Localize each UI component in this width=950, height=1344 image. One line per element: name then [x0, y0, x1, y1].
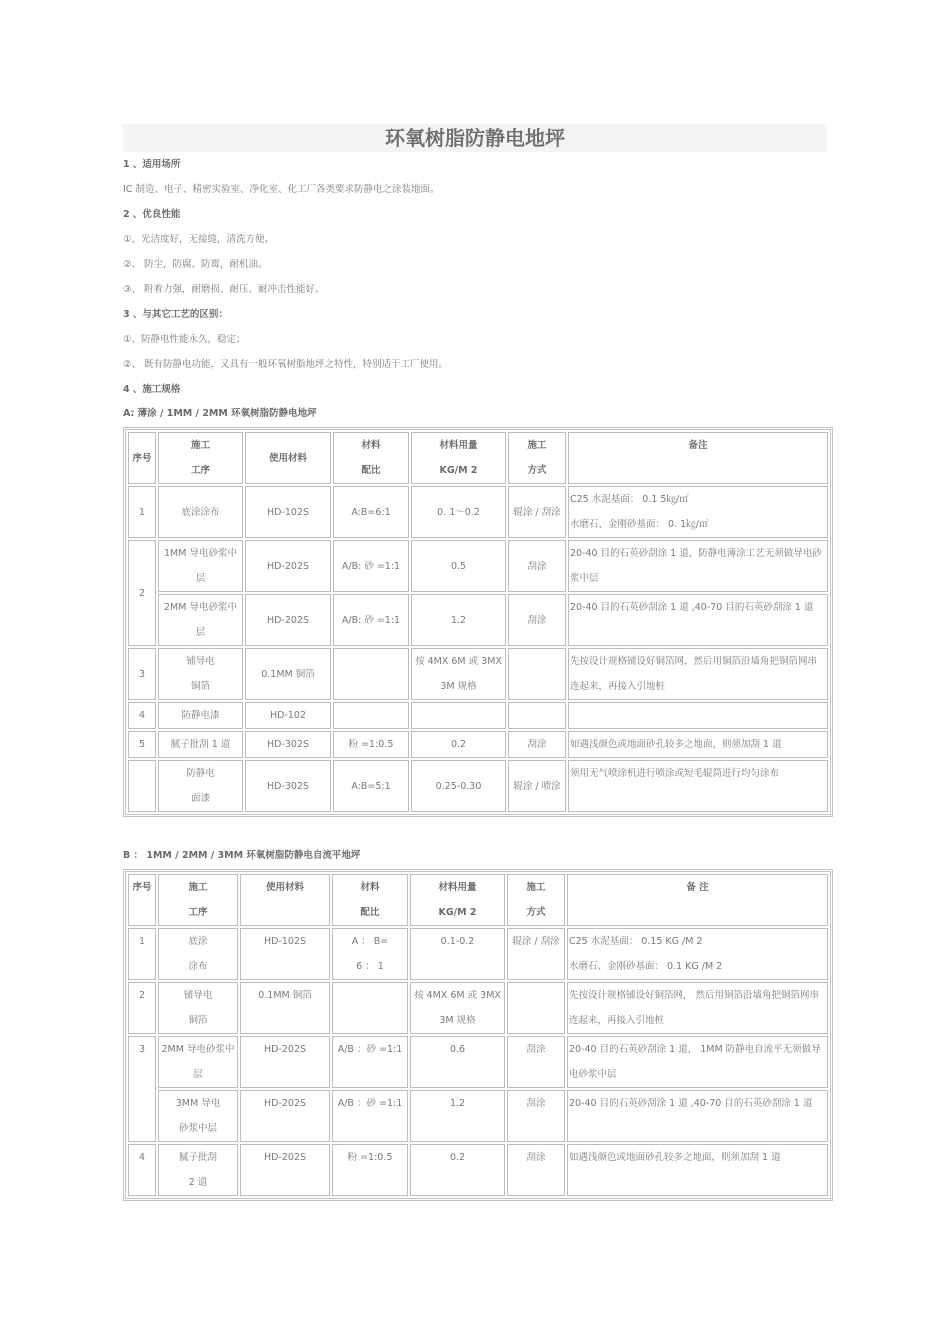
- section-1-heading: 1 、适用场所: [123, 159, 181, 170]
- table-cell: 2MM 导电砂浆中层: [158, 1036, 238, 1088]
- table-row: [128, 1036, 828, 1088]
- table-a: [123, 427, 833, 817]
- table-cell: 底涂 涂布: [158, 928, 238, 980]
- table-cell: [568, 702, 828, 729]
- table-cell: A:B=5:1: [333, 760, 409, 812]
- table-cell: 腻子批刮 1 道: [158, 731, 243, 758]
- table-cell: [411, 702, 506, 729]
- table-cell: 辊涂 / 喷涂: [508, 760, 566, 812]
- table-a-caption: A: 薄涂 / 1MM / 2MM 环氧树脂防静电地坪: [123, 408, 317, 419]
- table-cell: 底涂涂布: [158, 486, 243, 538]
- table-cell: [507, 982, 565, 1034]
- table-cell: 3: [128, 1036, 156, 1142]
- table-cell: HD-202S: [245, 594, 331, 646]
- table-a-header-cell: 序号: [128, 432, 156, 484]
- table-cell: HD-102: [245, 702, 331, 729]
- table-cell: 0.5: [411, 540, 506, 592]
- table-cell: 粉 =1:0.5: [333, 731, 409, 758]
- table-cell: 腻子批刮 2 道: [158, 1144, 238, 1196]
- table-cell: HD-102S: [240, 928, 330, 980]
- table-cell: 刮涂: [508, 540, 566, 592]
- section-4-heading: 4 、施工规格: [123, 384, 181, 395]
- table-row: [128, 486, 828, 538]
- table-cell: [508, 648, 566, 700]
- table-cell: 0.25-0.30: [411, 760, 506, 812]
- table-cell: 20-40 目的石英砂刮涂 1 道 ,40-70 目的石英砂刮涂 1 道: [567, 1090, 828, 1142]
- table-cell: A/B ：砂 =1:1: [332, 1036, 408, 1088]
- table-b-header-cell: 备 注: [567, 874, 828, 926]
- table-row: [128, 928, 828, 980]
- table-row: [128, 760, 828, 812]
- table-row: [128, 1090, 828, 1142]
- section-3-heading: 3 、与其它工艺的区别：: [123, 309, 228, 320]
- section-3-item-1: ①、防静电性能永久，稳定；: [123, 334, 246, 345]
- table-cell: 0.1-0.2: [410, 928, 505, 980]
- table-cell: 铺导电 铜箔: [158, 648, 243, 700]
- table-cell: 须用无气喷涂机进行喷涂或短毛辊筒进行均匀涂布: [568, 760, 828, 812]
- table-cell: 20-40 目的石英砂刮涂 1 道 ,40-70 目的石英砂刮涂 1 道: [568, 594, 828, 646]
- table-cell: 20-40 目的石英砂刮涂 1 道， 1MM 防静电自流平无须做导电砂浆中层: [567, 1036, 828, 1088]
- table-row: [128, 648, 828, 700]
- table-cell: 2MM 导电砂浆中层: [158, 594, 243, 646]
- section-3-item-2: ②、 既有防静电功能，又具有一般环氧树脂地坪之特性，特别适于工厂使用。: [123, 359, 449, 370]
- table-row: [128, 702, 828, 729]
- table-cell: [128, 760, 156, 812]
- table-cell: A/B: 砂 =1:1: [333, 540, 409, 592]
- table-cell: 2: [128, 540, 156, 646]
- table-cell: 0.1MM 铜箔: [245, 648, 331, 700]
- table-b-header-cell: 施工 工序: [158, 874, 238, 926]
- table-cell: 按 4MX 6M 或 3MX 3M 规格: [410, 982, 505, 1034]
- table-cell: 1: [128, 928, 156, 980]
- table-cell: A ： B= 6 ： 1: [332, 928, 408, 980]
- table-cell: 辊涂 / 刮涂: [508, 486, 566, 538]
- table-row: [128, 540, 828, 592]
- table-a-header-cell: 材料用量 KG/M 2: [411, 432, 506, 484]
- table-cell: 铺导电 铜箔: [158, 982, 238, 1034]
- table-cell: [333, 702, 409, 729]
- table-cell: 4: [128, 1144, 156, 1196]
- table-cell: 辊涂 / 刮涂: [507, 928, 565, 980]
- table-cell: 1: [128, 486, 156, 538]
- table-cell: 按 4MX 6M 或 3MX 3M 规格: [411, 648, 506, 700]
- section-2-item-3: ③、 附着力强，耐磨损、耐压、耐冲击性能好。: [123, 284, 325, 295]
- table-row: [128, 1144, 828, 1196]
- table-cell: [333, 648, 409, 700]
- table-cell: 0.1MM 铜箔: [240, 982, 330, 1034]
- table-cell: 1.2: [410, 1090, 505, 1142]
- table-a-header-cell: 材料 配比: [333, 432, 409, 484]
- table-cell: C25 水泥基面： 0.15 KG /M 2 水磨石、金刚砂基面： 0.1 KG /M 2: [567, 928, 828, 980]
- table-cell: 如遇浅颜色或地面砂孔较多之地面，则须加刮 1 道: [567, 1144, 828, 1196]
- section-1-text: IC 制造、电子、精密实验室、净化室、化工厂各类要求防静电之涂装地面。: [123, 184, 440, 195]
- table-cell: 先按设计规格铺设好铜箔网，然后用铜箔沿墙角把铜箔网串连起来，再接入引地桩: [568, 648, 828, 700]
- table-cell: 3: [128, 648, 156, 700]
- table-cell: HD-202S: [240, 1090, 330, 1142]
- table-cell: 0.2: [411, 731, 506, 758]
- table-cell: [508, 702, 566, 729]
- table-cell: 1.2: [411, 594, 506, 646]
- section-2-heading: 2 、优良性能: [123, 209, 181, 220]
- table-b-header-row: [128, 874, 828, 926]
- table-a-header-cell: 使用材料: [245, 432, 331, 484]
- table-a-header-cell: 备注: [568, 432, 828, 484]
- table-cell: 刮涂: [507, 1036, 565, 1088]
- table-b-caption: B ： 1MM / 2MM / 3MM 环氧树脂防静电自流平地坪: [123, 850, 361, 861]
- table-row: [128, 731, 828, 758]
- table-cell: 3MM 导电 砂浆中层: [158, 1090, 238, 1142]
- table-cell: A:B=6:1: [333, 486, 409, 538]
- table-a-header-cell: 施工 方式: [508, 432, 566, 484]
- table-cell: 刮涂: [508, 731, 566, 758]
- table-a-header-cell: 施工 工序: [158, 432, 243, 484]
- table-cell: HD-302S: [245, 731, 331, 758]
- table-cell: 1MM 导电砂浆中层: [158, 540, 243, 592]
- table-cell: A/B ：砂 =1:1: [332, 1090, 408, 1142]
- table-cell: 20-40 目的石英砂刮涂 1 道，防静电薄涂工艺无须做导电砂浆中层: [568, 540, 828, 592]
- table-b-header-cell: 施工 方式: [507, 874, 565, 926]
- table-cell: 如遇浅颜色或地面砂孔较多之地面，则须加刮 1 道: [568, 731, 828, 758]
- table-cell: 防静电漆: [158, 702, 243, 729]
- table-cell: A/B: 砂 =1:1: [333, 594, 409, 646]
- table-cell: 0.2: [410, 1144, 505, 1196]
- table-cell: HD-202S: [240, 1036, 330, 1088]
- table-cell: 刮涂: [507, 1090, 565, 1142]
- table-cell: 刮涂: [508, 594, 566, 646]
- table-cell: [332, 982, 408, 1034]
- table-cell: HD-102S: [245, 486, 331, 538]
- section-2-item-1: ①、光洁度好，无接缝，清洗方便。: [123, 234, 275, 245]
- table-cell: 粉 =1:0.5: [332, 1144, 408, 1196]
- table-cell: 4: [128, 702, 156, 729]
- table-b-header-cell: 材料 配比: [332, 874, 408, 926]
- table-cell: 防静电 面漆: [158, 760, 243, 812]
- table-a-header-row: [128, 432, 828, 484]
- table-cell: 先按设计规格铺设好铜箔网， 然后用铜箔沿墙角把铜箔网串连起来，再接入引地桩: [567, 982, 828, 1034]
- table-b: [123, 869, 833, 1201]
- table-cell: HD-202S: [245, 540, 331, 592]
- table-cell: HD-302S: [245, 760, 331, 812]
- table-b-header-cell: 材料用量 KG/M 2: [410, 874, 505, 926]
- section-2-item-2: ②、 防尘，防腐、防霉，耐机油。: [123, 259, 268, 270]
- table-cell: C25 水泥基面： 0.1 5㎏/㎡ 水磨石、金刚砂基面： 0. 1㎏/㎡: [568, 486, 828, 538]
- table-cell: 0. 1～0.2: [411, 486, 506, 538]
- table-cell: 5: [128, 731, 156, 758]
- table-cell: HD-202S: [240, 1144, 330, 1196]
- table-b-header-cell: 序号: [128, 874, 156, 926]
- document-title: 环氧树脂防静电地坪: [123, 124, 827, 152]
- table-cell: 2: [128, 982, 156, 1034]
- table-cell: 刮涂: [507, 1144, 565, 1196]
- table-cell: 0.6: [410, 1036, 505, 1088]
- table-b-header-cell: 使用材料: [240, 874, 330, 926]
- table-row: [128, 982, 828, 1034]
- table-row: [128, 594, 828, 646]
